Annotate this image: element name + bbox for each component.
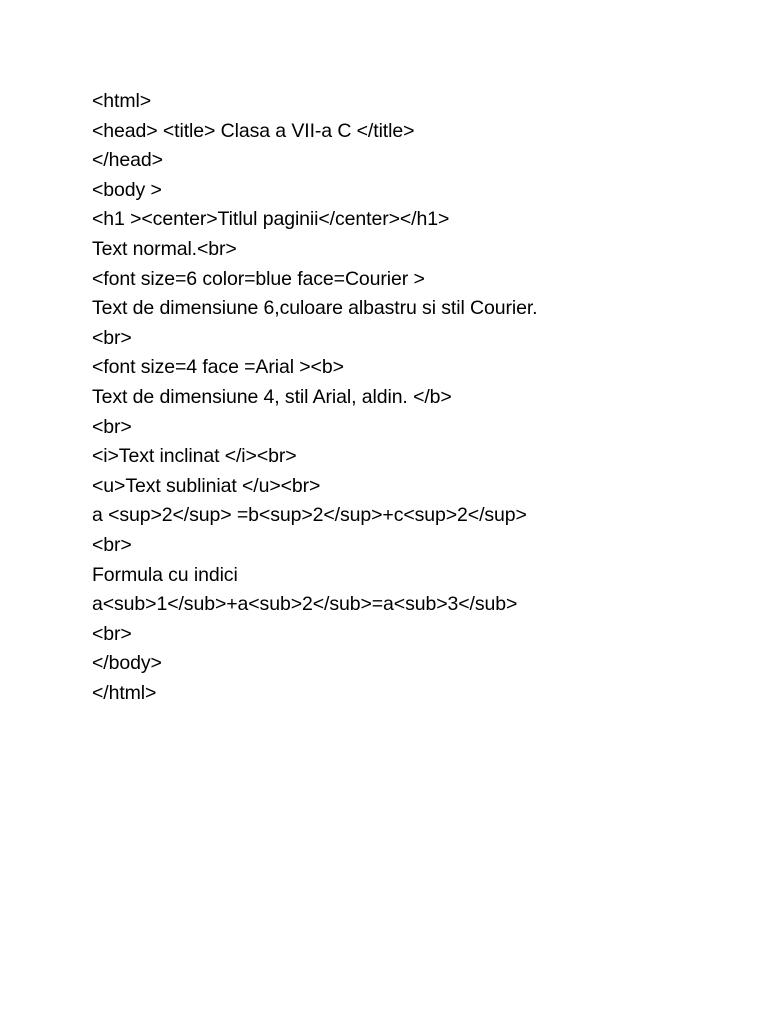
html-source-text	[92, 87, 732, 708]
text-line: <br>	[92, 622, 132, 645]
text-line: <i>Text inclinat </i><br>	[92, 445, 297, 468]
text-line: Text de dimensiune 6,culoare albastru si stil Courier.	[92, 297, 538, 320]
text-line: Text de dimensiune 4, stil Arial, aldin. </b>	[92, 385, 452, 408]
text-line: a <sup>2</sup> =b<sup>2</sup>+c<sup>2</sup>	[92, 504, 527, 527]
text-line: <body >	[92, 178, 162, 201]
text-line: <font size=4 face =Arial ><b>	[92, 356, 344, 379]
text-line: Text normal.<br>	[92, 237, 237, 260]
text-line: a<sub>1</sub>+a<sub>2</sub>=a<sub>3</sub>	[92, 593, 518, 616]
text-line: <html>	[92, 90, 152, 112]
text-line: Formula cu indici	[92, 563, 238, 586]
text-line: </head>	[92, 149, 163, 172]
text-line: <h1 ><center>Titlul paginii</center></h1>	[92, 208, 450, 231]
text-line: <font size=6 color=blue face=Courier >	[92, 267, 425, 290]
text-line: <br>	[92, 533, 132, 556]
text-line: <br>	[92, 415, 132, 438]
text-line: <head> <title> Clasa a VII-a C </title>	[92, 119, 415, 142]
text-line: <u>Text subliniat </u><br>	[92, 474, 321, 497]
text-line: </html>	[92, 681, 157, 704]
text-line: <br>	[92, 326, 132, 349]
text-line: </body>	[92, 652, 162, 675]
